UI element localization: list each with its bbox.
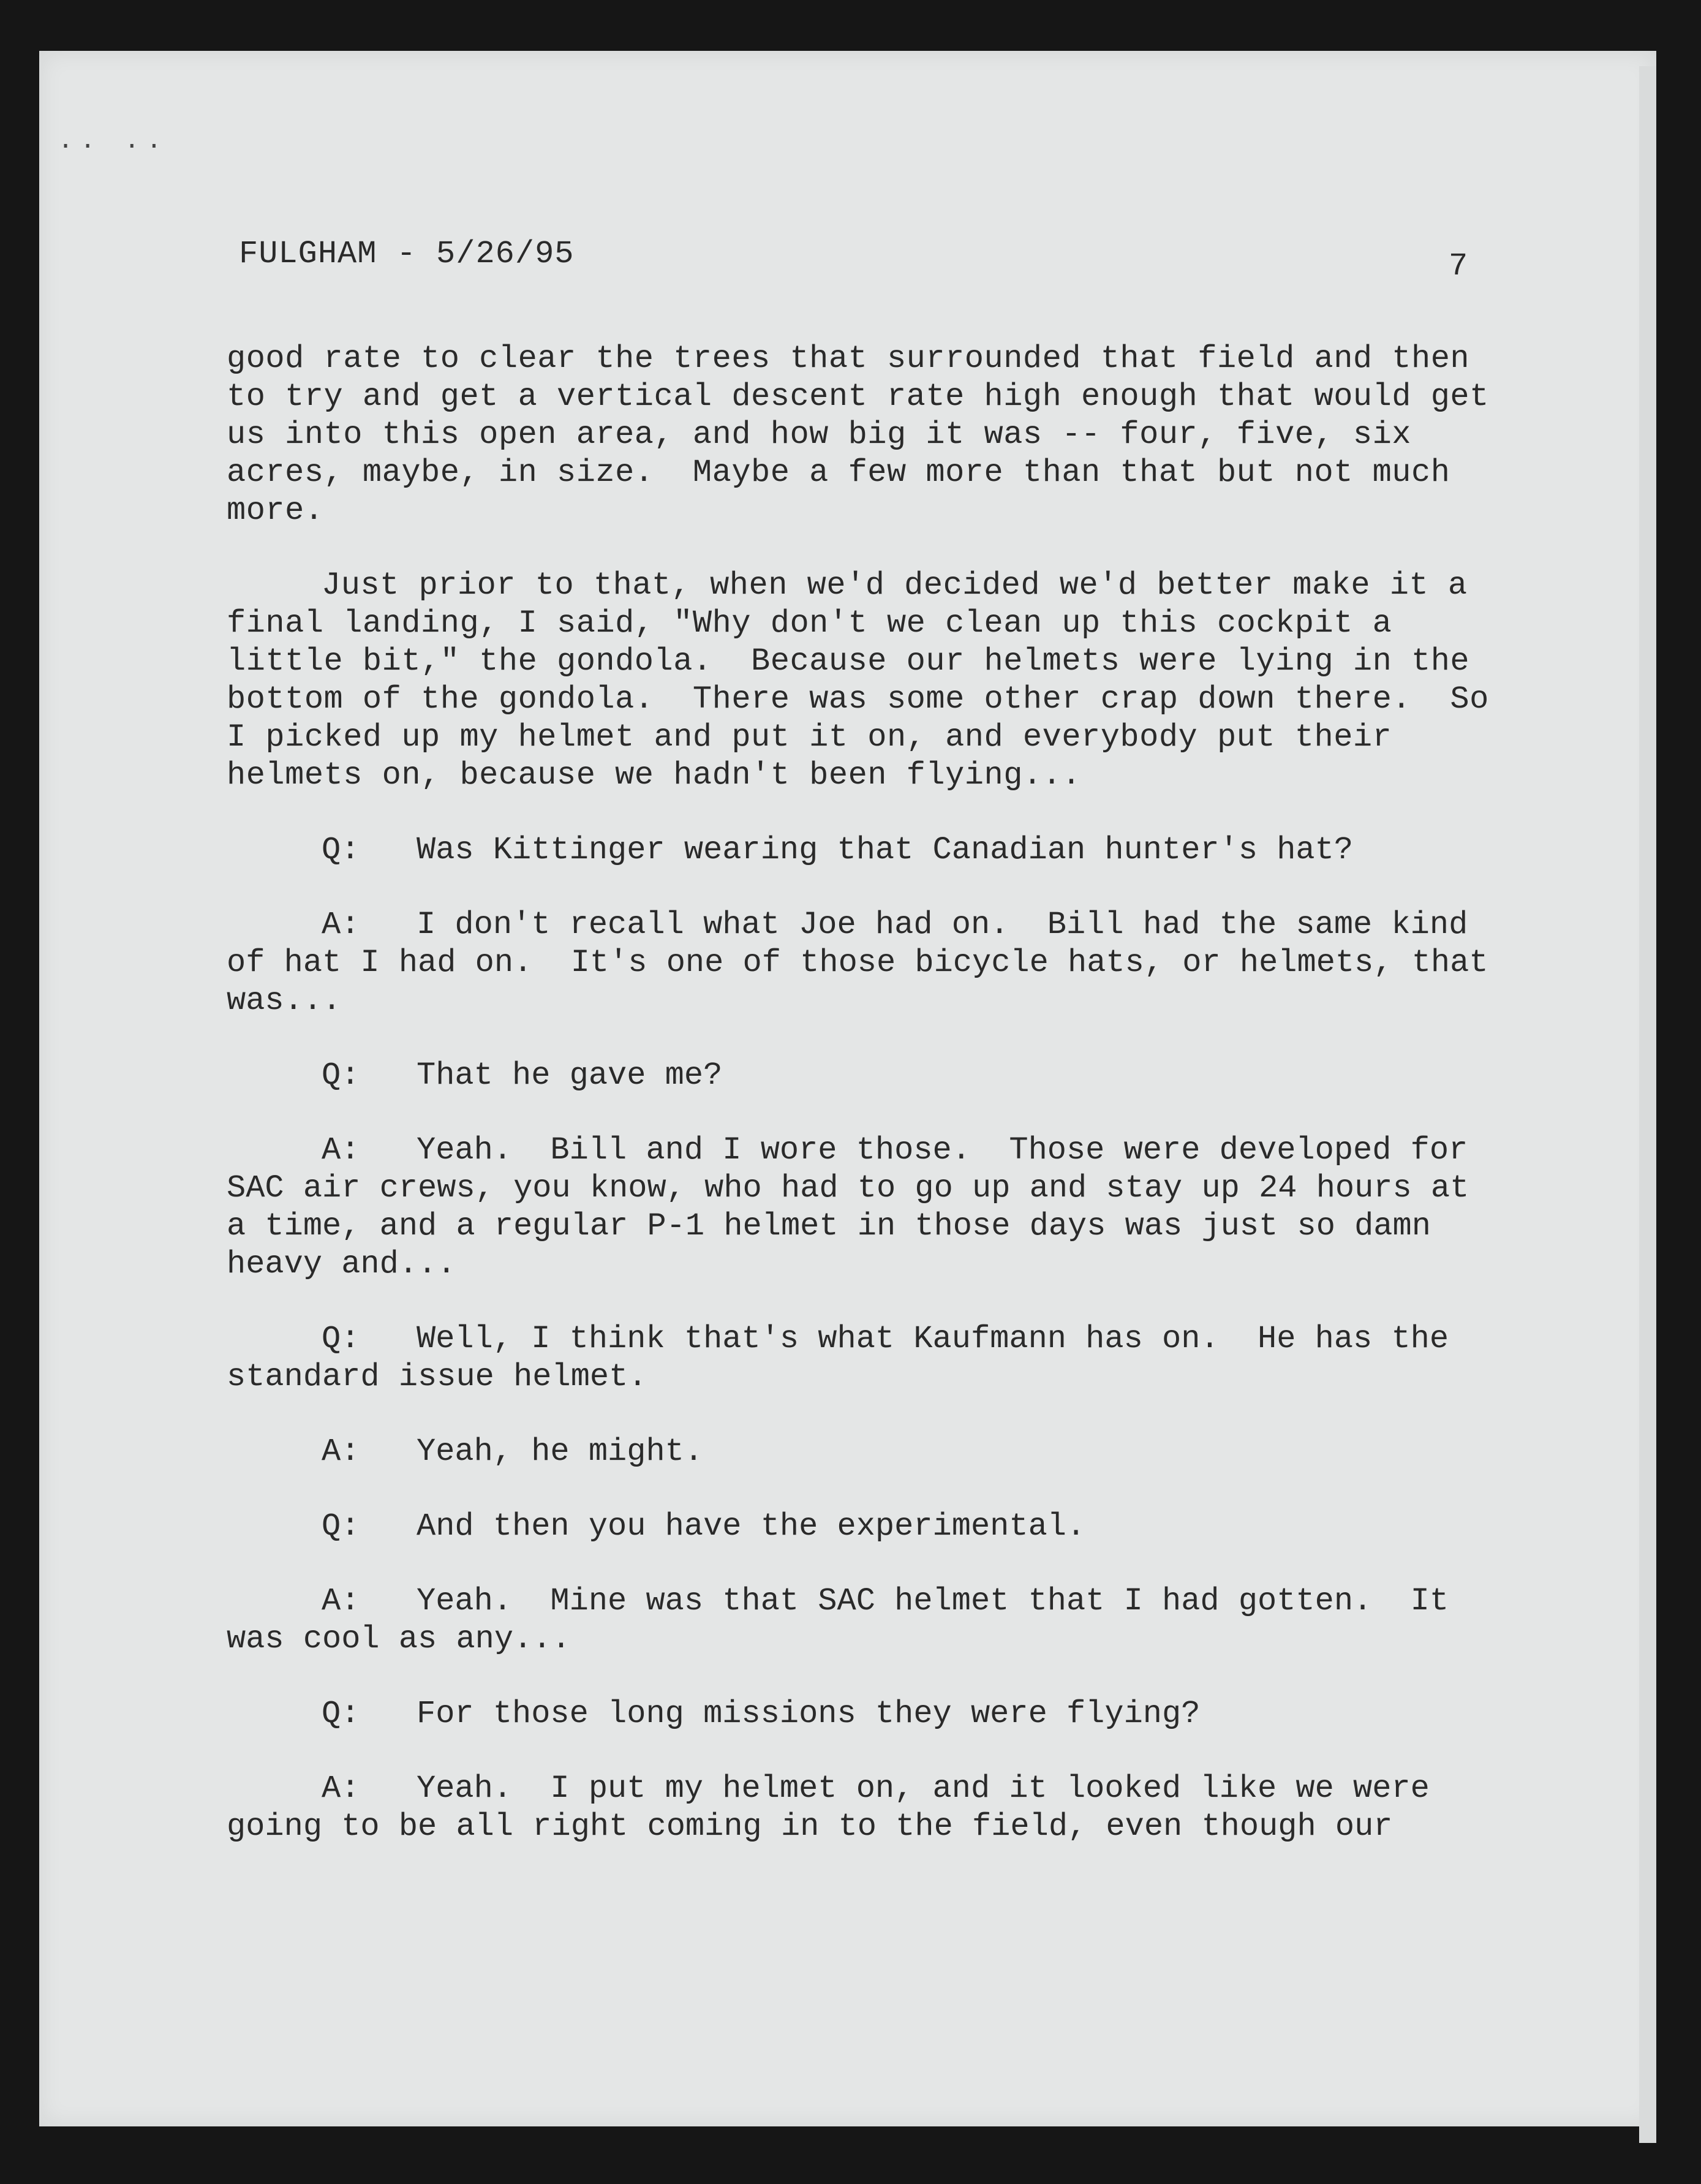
qa-entry — [227, 1320, 1501, 1396]
qa-text: Was Kittinger wearing that Canadian hunter's hat? — [417, 832, 1354, 868]
qa-text: Yeah. I put my helmet on, and it looked like we were going to be all right coming in to the field, even though our — [227, 1770, 1449, 1845]
qa-text: For those long missions they were flying? — [417, 1696, 1201, 1732]
qa-label: Q: — [322, 1508, 360, 1544]
paragraph — [227, 567, 1509, 795]
qa-text: Yeah. Mine was that SAC helmet that I had gotten. It was cool as any... — [227, 1583, 1468, 1657]
qa-label: Q: — [322, 1696, 360, 1732]
qa-label: A: — [322, 1434, 360, 1470]
qa-entry — [227, 1057, 1501, 1095]
page-number: 7 — [1449, 248, 1468, 284]
paragraph-text: Just prior to that, when we'd decided we'd better make it a final landing, I said, "Why don't we clean up this cockpit a little bit," the gondola. Because our helmets were lying in the bottom of the gondola. There was some other crap down there. So I picked up my helmet and put it on, and everybody put their helmets on, because we hadn't been flying... — [227, 567, 1509, 793]
qa-text: Yeah. Bill and I wore those. Those were developed for SAC air crews, you know, who had to go up and stay up 24 hours at a time, and a regular P-1 helmet in those days was just so damn heavy and... — [227, 1132, 1488, 1282]
qa-entry — [227, 906, 1507, 1020]
qa-entry — [227, 1433, 1501, 1471]
qa-label: A: — [322, 1583, 360, 1619]
qa-label: A: — [322, 1770, 360, 1807]
qa-label: Q: — [322, 832, 360, 868]
qa-label: Q: — [322, 1321, 360, 1357]
paragraph-text: good rate to clear the trees that surrounded that field and then to try and get a vertical descent rate high enough that would get us into this open area, and how big it was -- four, five, six acres, maybe, in size. Maybe a few more than that but not much more. — [227, 341, 1509, 529]
qa-text: Yeah, he might. — [417, 1434, 704, 1470]
paragraph — [227, 340, 1509, 530]
qa-entry — [227, 1582, 1501, 1658]
qa-text: I don't recall what Joe had on. Bill had the same kind of hat I had on. It's one of those bicycle hats, or helmets, that was... — [227, 907, 1507, 1019]
qa-entry — [227, 1770, 1501, 1846]
qa-entry — [227, 1695, 1501, 1733]
transcript-body — [227, 340, 1509, 1883]
qa-label: A: — [322, 907, 360, 943]
qa-text: That he gave me? — [417, 1057, 723, 1094]
qa-text: Well, I think that's what Kaufmann has on. He has the standard issue helmet. — [227, 1321, 1468, 1395]
qa-label: A: — [322, 1132, 360, 1168]
qa-text: And then you have the experimental. — [417, 1508, 1086, 1544]
qa-entry — [227, 1508, 1501, 1546]
document-header-title: FULGHAM - 5/26/95 — [239, 236, 575, 272]
qa-entry — [227, 831, 1501, 869]
qa-label: Q: — [322, 1057, 360, 1094]
qa-entry — [227, 1132, 1501, 1283]
corner-marks: .. .. — [58, 126, 169, 154]
